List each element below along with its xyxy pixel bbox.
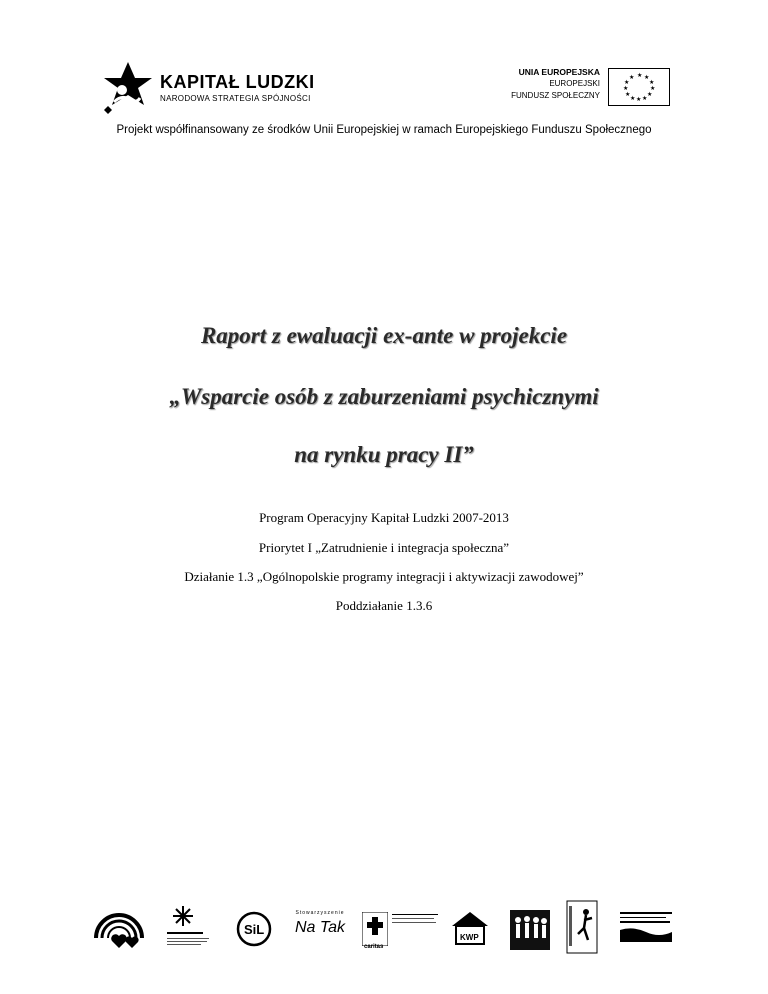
svg-text:★: ★ (650, 85, 656, 92)
svg-text:★: ★ (623, 85, 629, 92)
report-title-line1: Raport z ewaluacji ex-ante w projekcie (200, 323, 568, 348)
svg-text:★: ★ (647, 91, 653, 98)
caritas-logo (362, 912, 442, 954)
people-group-logo-icon (510, 910, 550, 950)
action-name: Działanie 1.3 „Ogólnopolskie programy integracji i aktywizacji zawodowej” (184, 569, 584, 584)
svg-text:★: ★ (624, 79, 630, 86)
svg-text:★: ★ (630, 95, 636, 102)
svg-text:★: ★ (637, 72, 643, 79)
kapital-ludzki-emblem-icon (100, 60, 156, 118)
na-tak-logo (290, 910, 350, 937)
tpa-heart-logo-icon (90, 908, 148, 950)
caritas-cross-icon (362, 912, 388, 946)
program-name: Program Operacyjny Kapitał Ludzki 2007-2013 (259, 510, 509, 525)
wave-icon (620, 926, 672, 942)
svg-text:SiL: SiL (244, 922, 265, 937)
kwp-text: KWP (460, 933, 479, 942)
caritas-label: caritas (364, 944, 384, 950)
snowflake-logo-icon (165, 904, 215, 956)
sil-logo-icon (235, 910, 273, 948)
eu-name: UNIA EUROPEJSKA (518, 67, 600, 77)
svg-text:★: ★ (644, 74, 650, 81)
climbing-figure-logo-icon (566, 900, 598, 954)
svg-text:★: ★ (625, 91, 631, 98)
report-title-line3: na rynku pracy II” (294, 442, 474, 467)
kapital-ludzki-title: KAPITAŁ LUDZKI (160, 72, 315, 92)
na-tak-main-text: Na Tak (294, 919, 346, 936)
cofinancing-statement: Projekt współfinansowany ze środków Unii Europejskiej w ramach Europejskiego Funduszu Społecznego (116, 124, 652, 136)
eu-logo (495, 66, 670, 108)
subaction-name: Poddziałanie 1.3.6 (335, 598, 433, 613)
eu-fund-line1: EUROPEJSKI (549, 79, 600, 88)
eu-fund-line2: FUNDUSZ SPOŁECZNY (511, 91, 600, 100)
eu-flag-icon (608, 68, 670, 106)
svg-text:★: ★ (629, 74, 635, 81)
svg-text:★: ★ (649, 79, 655, 86)
polish-association-logo (620, 908, 672, 948)
na-tak-top-text: Stowarzyszenie (295, 910, 345, 916)
partner-logos (90, 900, 690, 960)
svg-text:★: ★ (636, 96, 642, 103)
kapital-ludzki-logo (100, 60, 320, 120)
kwp-house-logo-icon (450, 910, 490, 948)
report-title-line2: „Wsparcie osób z zaburzeniami psychicznymi (169, 384, 599, 409)
svg-text:★: ★ (642, 95, 648, 102)
kapital-ludzki-subtitle: NARODOWA STRATEGIA SPÓJNOŚCI (160, 94, 311, 103)
priority-name: Priorytet I „Zatrudnienie i integracja społeczna” (258, 540, 510, 555)
